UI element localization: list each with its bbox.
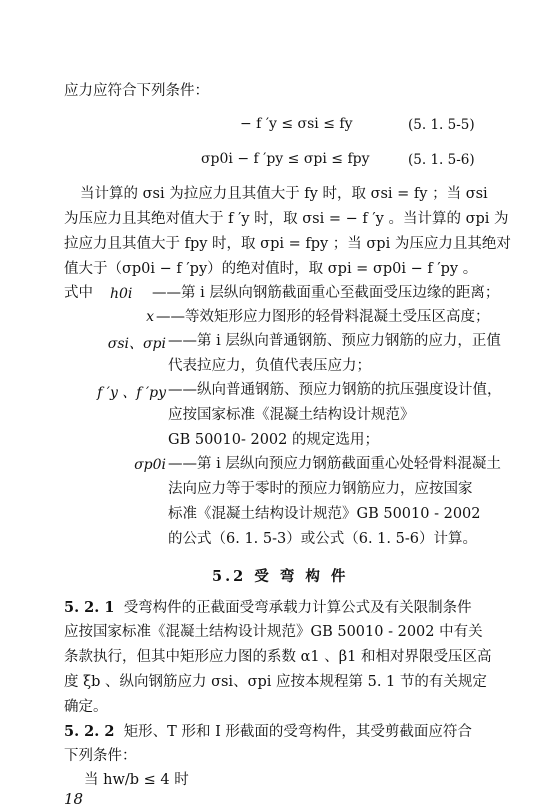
term-symbol-sigma-si-pi: σsi、σpi	[107, 336, 166, 352]
paragraph-line: 拉应力且其值大于 fpy 时，取 σpi = fpy ；当 σpi 为压应力且其绝对	[64, 236, 511, 252]
paragraph-line: 值大于（σp0i − f ′py）的绝对值时，取 σpi = σp0i − f ′py 。	[64, 261, 478, 277]
clause-line: 应按国家标准《混凝土结构设计规范》GB 50010 - 2002 中有关	[64, 624, 483, 640]
clause-line: 度 ξb 、纵向钢筋应力 σsi、σpi 应按本规程第 5. 1 节的有关规定	[64, 674, 487, 690]
where-label: 式中	[64, 285, 93, 301]
section-heading: 5.2 受 弯 构 件	[212, 568, 349, 585]
term-symbol-x: x	[146, 309, 154, 325]
term-symbol-h0i: h0i	[110, 286, 133, 302]
equation-number-5-1-5-6: (5. 1. 5-6)	[408, 152, 475, 168]
clause-text: 受弯构件的正截面受弯承载力计算公式及有关限制条件	[123, 600, 472, 616]
paragraph-line: 为压应力且其绝对值大于 f ′y 时，取 σsi = − f ′y 。当计算的 σpi 为	[64, 211, 509, 227]
equation-5-1-5-6: σp0i − f ′py ≤ σpi ≤ fpy	[201, 151, 370, 167]
clause-line: 下列条件：	[64, 748, 137, 764]
term-description: ——第 i 层纵向钢筋截面重心至截面受压边缘的距离；	[152, 285, 500, 301]
term-symbol-sigma-p0i: σp0i	[134, 457, 166, 473]
clause-text: 矩形、T 形和 I 形截面的受弯构件，其受剪截面应符合	[123, 724, 472, 740]
term-description: 的公式（6. 1. 5-3）或公式（6. 1. 5-6）计算。	[168, 531, 477, 547]
term-description: ——纵向普通钢筋、预应力钢筋的抗压强度设计值，	[168, 382, 502, 398]
clause-line: 确定。	[64, 699, 108, 715]
term-description: 标准《混凝土结构设计规范》GB 50010 - 2002	[168, 506, 481, 522]
equation-number-5-1-5-5: (5. 1. 5-5)	[408, 117, 475, 133]
term-description: ——第 i 层纵向预应力钢筋截面重心处轻骨料混凝土	[168, 456, 501, 472]
term-description: GB 50010- 2002 的规定选用；	[168, 432, 379, 448]
term-description: ——等效矩形应力图形的轻骨料混凝土受压区高度；	[156, 309, 490, 325]
paragraph-line: 当计算的 σsi 为拉应力且其值大于 fy 时，取 σsi = fy ；当 σsi	[80, 186, 488, 202]
clause-5-2-1-first-line	[64, 599, 472, 617]
condition-text: 当 hw/b ≤ 4 时	[84, 772, 189, 788]
term-description: 代表拉应力，负值代表压应力；	[168, 358, 371, 374]
term-symbol-fy-fpy: f ′y 、f ′py	[97, 385, 166, 401]
clause-number: 5. 2. 2	[64, 723, 115, 740]
intro-text: 应力应符合下列条件：	[64, 83, 209, 99]
page-number: 18	[64, 790, 84, 808]
term-description: 法向应力等于零时的预应力钢筋应力，应按国家	[168, 481, 473, 497]
equation-5-1-5-5: − f ′y ≤ σsi ≤ fy	[240, 116, 353, 132]
clause-line: 条款执行，但其中矩形应力图的系数 α1 、β1 和相对界限受压区高	[64, 649, 492, 665]
clause-number: 5. 2. 1	[64, 599, 115, 616]
clause-5-2-2-first-line	[64, 723, 472, 741]
term-description: 应按国家标准《混凝土结构设计规范》	[168, 407, 415, 423]
term-description: ——第 i 层纵向普通钢筋、预应力钢筋的应力，正值	[168, 333, 501, 349]
